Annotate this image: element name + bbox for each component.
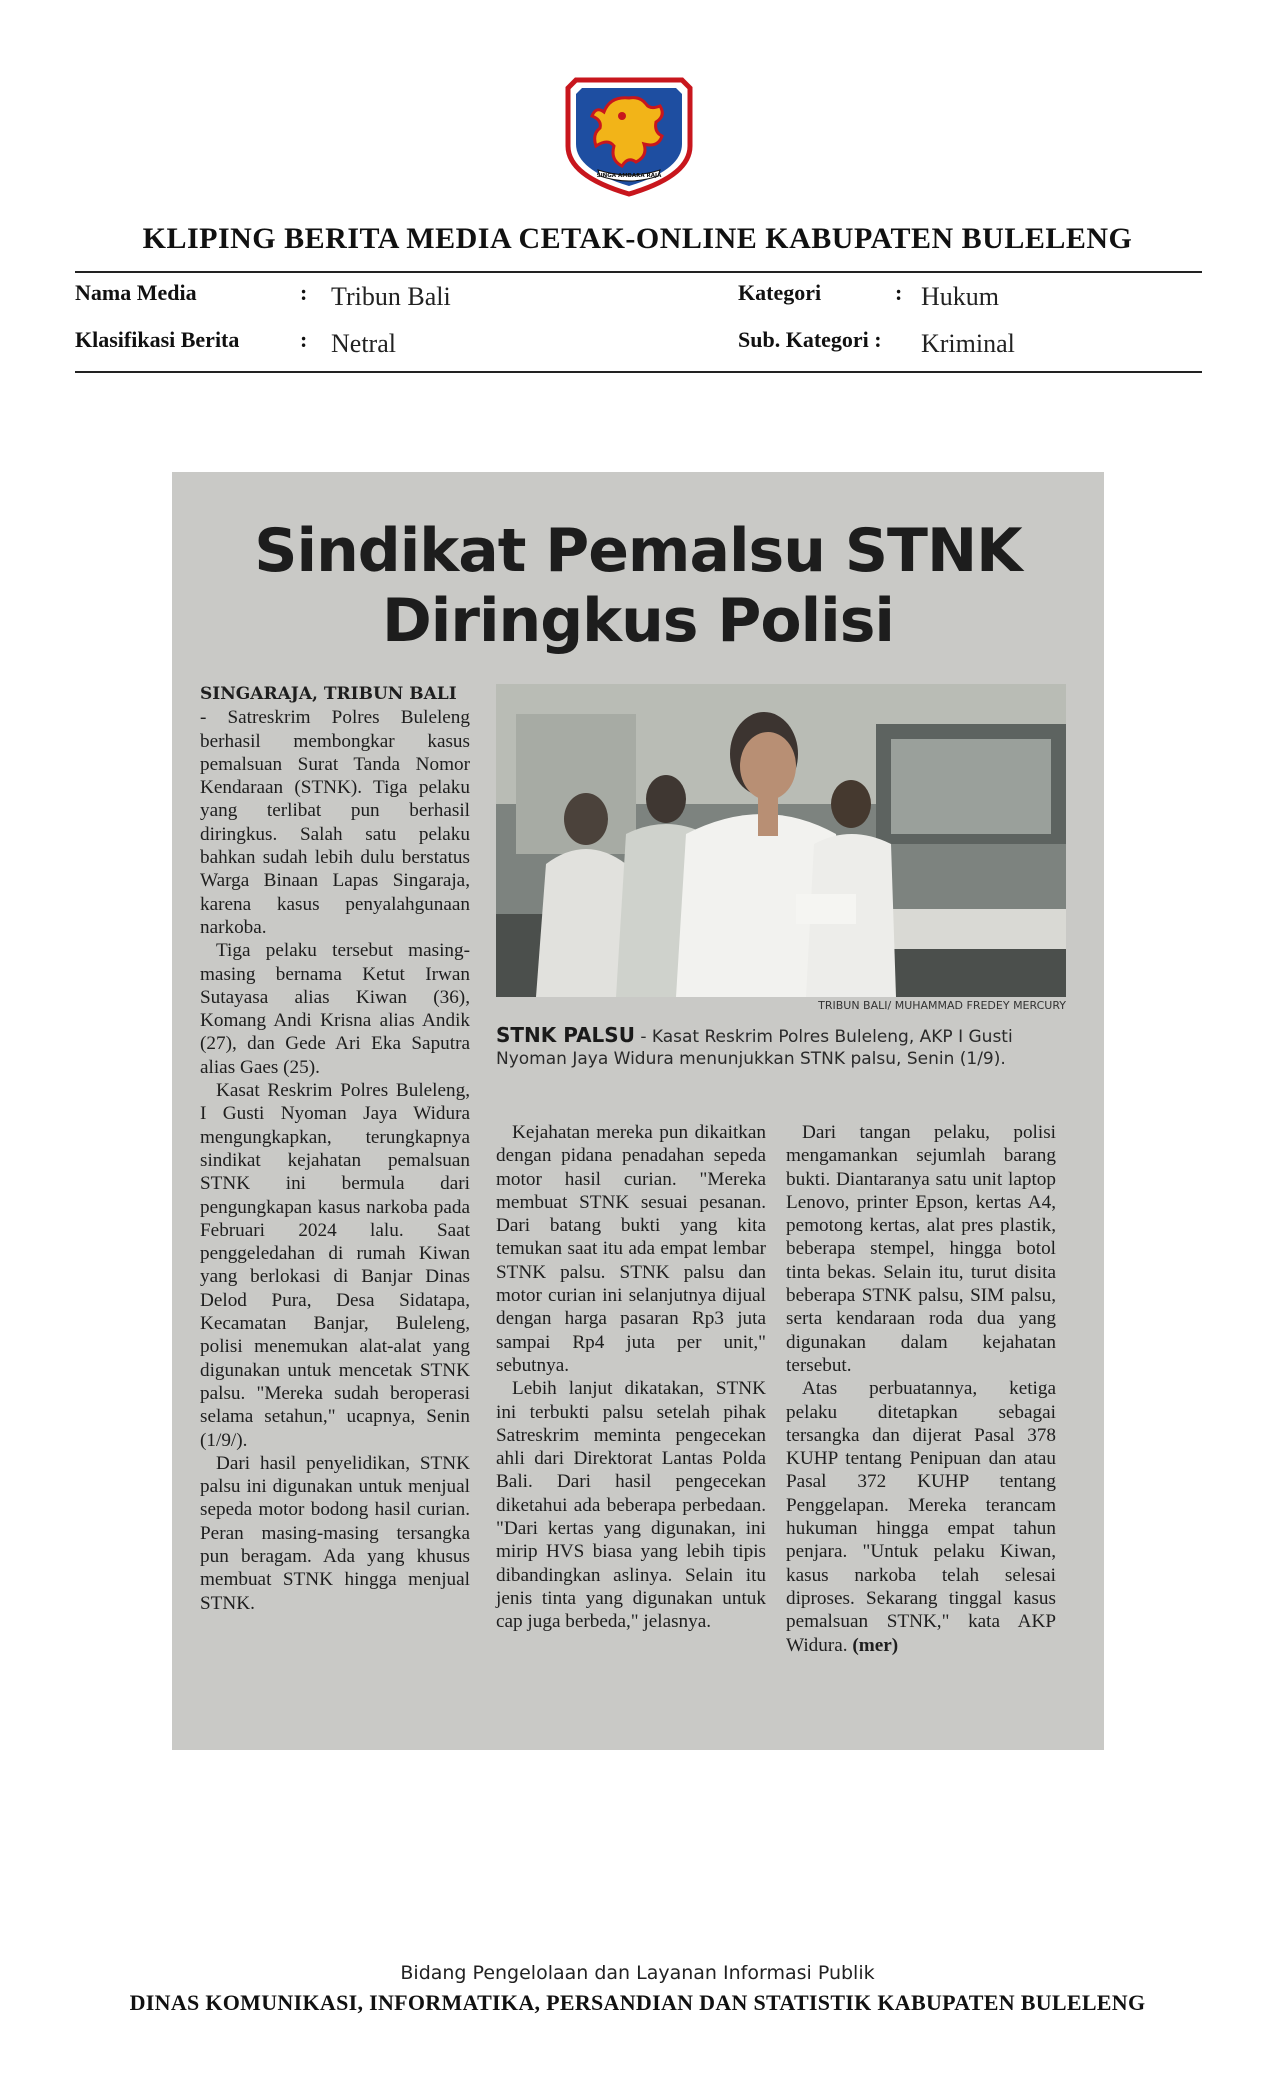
col1-paragraph: Dari hasil penyelidikan, STNK palsu ini digunakan untuk menjual sepeda motor bodong hasil curian. Peran masing-masing tersangka pun beragam. Ada yang khusus membuat STNK hingga menjual STNK. — [200, 1452, 470, 1614]
photo-credit: TRIBUN BALI/ MUHAMMAD FREDEY MERCURY — [818, 999, 1066, 1012]
caption-text: - Kasat Reskrim Polres Buleleng, AKP I Gusti Nyoman Jaya Widura menunjukkan STNK palsu, Senin (1/9). — [496, 1027, 1013, 1069]
media-colon: : — [300, 280, 308, 305]
headline-line-2: Diringkus Polisi — [381, 586, 895, 656]
author-signature: (mer) — [852, 1634, 899, 1656]
footer-agency: DINAS KOMUNIKASI, INFORMATIKA, PERSANDIAN DAN STATISTIK KABUPATEN BULELENG — [129, 1990, 1146, 2015]
headline-line-1: Sindikat Pemalsu STNK — [254, 516, 1022, 586]
col1-paragraph: Kasat Reskrim Polres Buleleng, I Gusti Nyoman Jaya Widura mengungkapkan, terungkapnya sindikat kejahatan pemalsuan STNK ini bermula dari pengungkapan kasus narkoba pada Februari 2024 lalu. Saat penggeledahan di rumah Kiwan yang berlokasi di Banjar Dinas Delod Pura, Desa Sidatapa, Kecamatan Banjar, Buleleng, polisi menemukan alat-alat yang digunakan untuk mencetak STNK palsu. "Mereka sudah beroperasi selama setahun," ucapnya, Senin (1/9/). — [200, 1080, 470, 1451]
footer-department: Bidang Pengelolaan dan Layanan Informasi Publik — [400, 1962, 875, 1984]
col1-paragraph: Tiga pelaku tersebut masing-masing bernama Ketut Irwan Sutayasa alias Kiwan (36), Komang Andi Krisna alias Andik (27), dan Gede Ari Eka Saputra alias Gaes (25). — [200, 940, 470, 1078]
dateline: SINGARAJA, TRIBUN BALI — [200, 684, 457, 704]
photo-caption — [496, 1024, 1066, 1070]
caption-title: STNK PALSU — [496, 1023, 635, 1047]
header-rule-top — [75, 271, 1202, 273]
col1-paragraph: - Satreskrim Polres Buleleng berhasil membongkar kasus pemalsuan Surat Tanda Nomor Kendaraan (STNK). Tiga pelaku yang terlibat pun berhasil diringkus. Salah satu pelaku bahkan sudah lebih dulu berstatus Warga Binaan Lapas Singaraja, karena kasus penyalahgunaan narkoba. — [200, 707, 470, 938]
category-label: Kategori — [738, 280, 822, 305]
article-column-1 — [200, 682, 470, 1615]
meta-category — [738, 280, 1198, 320]
classification-colon: : — [300, 327, 308, 352]
col2-paragraph: Kejahatan mereka pun dikaitkan dengan pidana penadahan sepeda motor hasil curian. "Mereka membuat STNK sesuai pesanan. Dari batang bukti yang kita temukan saat itu ada empat lembar STNK palsu. STNK palsu dan motor curian ini selanjutnya dijual dengan harga pasaran Rp3 juta sampai Rp4 juta per unit," sebutnya. — [496, 1122, 766, 1376]
article-column-3 — [786, 1121, 1056, 1657]
article-column-2 — [496, 1121, 766, 1634]
category-value: Hukum — [921, 282, 999, 311]
meta-media — [75, 280, 715, 320]
police-crest-icon — [562, 76, 696, 198]
police-crest-logo — [562, 76, 696, 198]
subcategory-label: Sub. Kategori : — [738, 327, 882, 352]
header-rule-bottom — [75, 371, 1202, 373]
media-label: Nama Media — [75, 280, 197, 305]
classification-value: Netral — [331, 329, 396, 358]
news-photo — [496, 684, 1066, 997]
col2-paragraph: Lebih lanjut dikatakan, STNK ini terbukti palsu setelah pihak Satreskrim meminta pengecekan ahli dari Direktorat Lantas Polda Bali. Dari hasil pengecekan diketahui ada beberapa perbedaan. "Dari kertas yang digunakan, ini mirip HVS biasa yang lebih tipis dibandingkan aslinya. Selain itu jenis tinta yang digunakan untuk cap juga berbeda," jelasnya. — [496, 1378, 766, 1633]
subcategory-value: Kriminal — [921, 329, 1015, 358]
classification-label: Klasifikasi Berita — [75, 327, 240, 352]
meta-subcategory — [738, 327, 1198, 367]
photo-illustration — [496, 684, 1066, 997]
media-value: Tribun Bali — [331, 282, 451, 311]
col3-paragraph-text: Atas perbuatannya, ketiga pelaku ditetapkan sebagai tersangka dan dijerat Pasal 378 KUHP tentang Penipuan dan atau Pasal 372 KUHP tentang Penggelapan. Mereka terancam hukuman hingga empat tahun penjara. "Untuk pelaku Kiwan, kasus narkoba telah selesai diproses. Sekarang tinggal kasus pemalsuan STNK," kata AKP Widura. — [786, 1378, 1056, 1656]
news-clipping — [172, 472, 1104, 1750]
col3-paragraph: Dari tangan pelaku, polisi mengamankan sejumlah barang bukti. Diantaranya satu unit laptop Lenovo, printer Epson, kertas A4, pemotong kertas, alat pres plastik, beberapa stempel, hingga botol tinta bekas. Selain itu, turut disita beberapa STNK palsu, SIM palsu, serta kendaraan roda dua yang digunakan dalam kejahatan tersebut. — [786, 1122, 1056, 1376]
meta-classification — [75, 327, 715, 367]
category-colon: : — [895, 280, 903, 305]
col3-paragraph — [786, 1377, 1056, 1657]
crest-motto: SINGA AMBARA RAJA — [596, 173, 662, 179]
document-title: KLIPING BERITA MEDIA CETAK-ONLINE KABUPATEN BULELENG — [142, 222, 1133, 255]
